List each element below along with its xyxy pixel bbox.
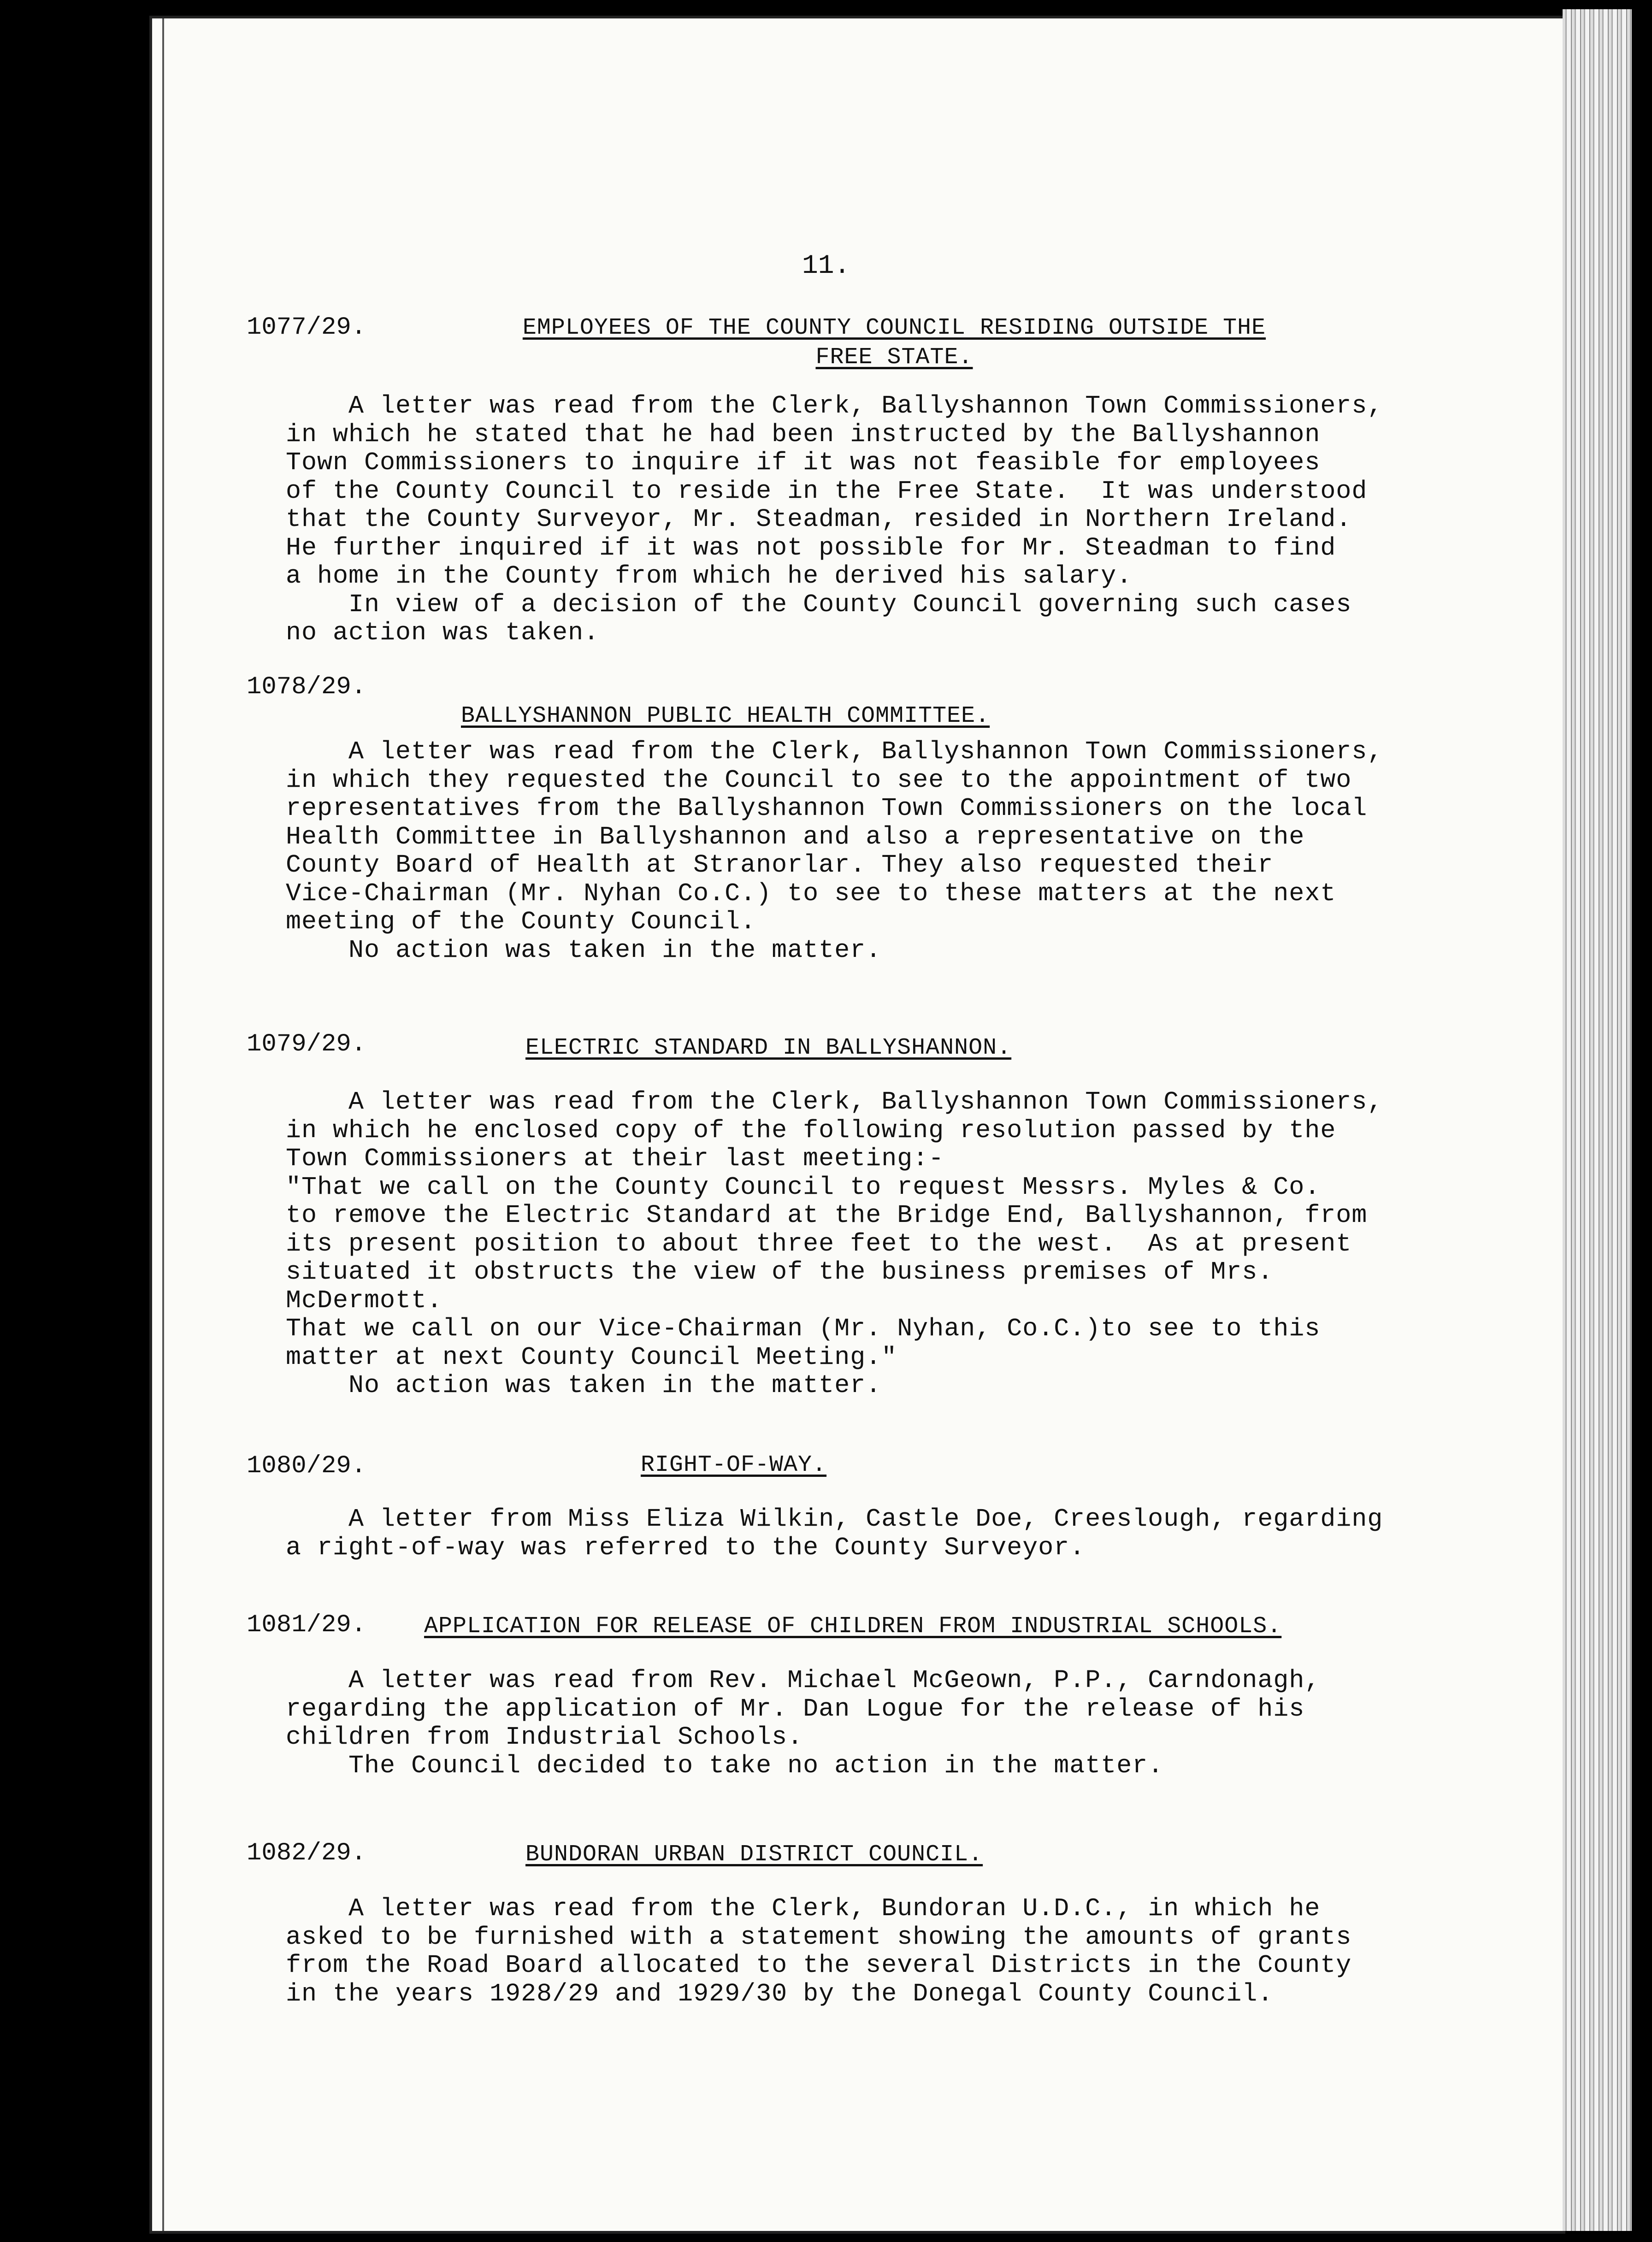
minute-paragraph: A letter was read from the Clerk, Ballyshannon Town Commissioners, in which he stated that he had been instructed by the Ballyshannon Town Commissioners to inquire if it was not feasible for employees of the County Council to reside in the Free State. It was understood that the County Surveyor, Mr. Steadman, resided in Northern Ireland. He further inquired if it was not possible for Mr. Steadman to find a home in the County from which he derived his salary. In view of a decision of the County Council governing such cases no action was taken. [286,391,1383,647]
minute-paragraph: A letter was read from the Clerk, Ballyshannon Town Commissioners, in which he enclosed copy of the following resolution passed by the Town Commissioners at their last meeting:- "That we call on the County Council to request Messrs. Myles & Co. to remove the Electric Standard at the Bridge End, Ballyshannon, from its present position to about three feet to the west. As at present situated it obstructs the view of the business premises of Mrs. McDermott. That we call on our Vice-Chairman (Mr. Nyhan, Co.C.)to see to this matter at next County Council Meeting." No action was taken in the matter. [286,1087,1383,1400]
minute-paragraph: A letter was read from the Clerk, Bundoran U.D.C., in which he asked to be furnished with a statement showing the amounts of grants from the Road Board allocated to the several Districts in the County in the years 1928/29 and 1929/30 by the Donegal County Council. [286,1894,1352,2008]
minute-heading: BUNDORAN URBAN DISTRICT COUNCIL. [525,1841,983,1868]
minute-paragraph: A letter was read from the Clerk, Ballyshannon Town Commissioners, in which they requested the Council to see to the appointment of two representatives from the Ballyshannon Town Commissioners on the local Health Committee in Ballyshannon and also a representative on the County Board of Health at Stranorlar. They also requested their Vice-Chairman (Mr. Nyhan Co.C.) to see to these matters at the next meeting of the County Council. No action was taken in the matter. [286,737,1383,965]
minute-number: 1082/29. [247,1839,366,1867]
minute-heading: ELECTRIC STANDARD IN BALLYSHANNON. [525,1035,1012,1061]
minute-heading: RIGHT-OF-WAY. [641,1452,827,1478]
minute-number: 1080/29. [247,1452,366,1480]
page-number: 11. [802,251,850,281]
minute-paragraph: A letter from Miss Eliza Wilkin, Castle Doe, Creeslough, regarding a right-of-way was referred to the County Surveyor. [286,1504,1383,1562]
minute-heading: BALLYSHANNON PUBLIC HEALTH COMMITTEE. [461,703,990,729]
minute-paragraph: A letter was read from Rev. Michael McGeown, P.P., Carndonagh, regarding the application of Mr. Dan Logue for the release of his children from Industrial Schools. The Council decided to take no action in the matter. [286,1666,1321,1780]
minute-number: 1081/29. [247,1611,366,1639]
page-border [162,18,164,2231]
minute-heading: APPLICATION FOR RELEASE OF CHILDREN FROM INDUSTRIAL SCHOOLS. [424,1613,1282,1640]
minute-heading: EMPLOYEES OF THE COUNTY COUNCIL RESIDING OUTSIDE THE FREE STATE. [522,315,1266,371]
minute-number: 1077/29. [247,313,366,342]
page-edge [1563,9,1632,2231]
minute-number: 1079/29. [247,1030,366,1058]
minute-number: 1078/29. [247,673,366,701]
